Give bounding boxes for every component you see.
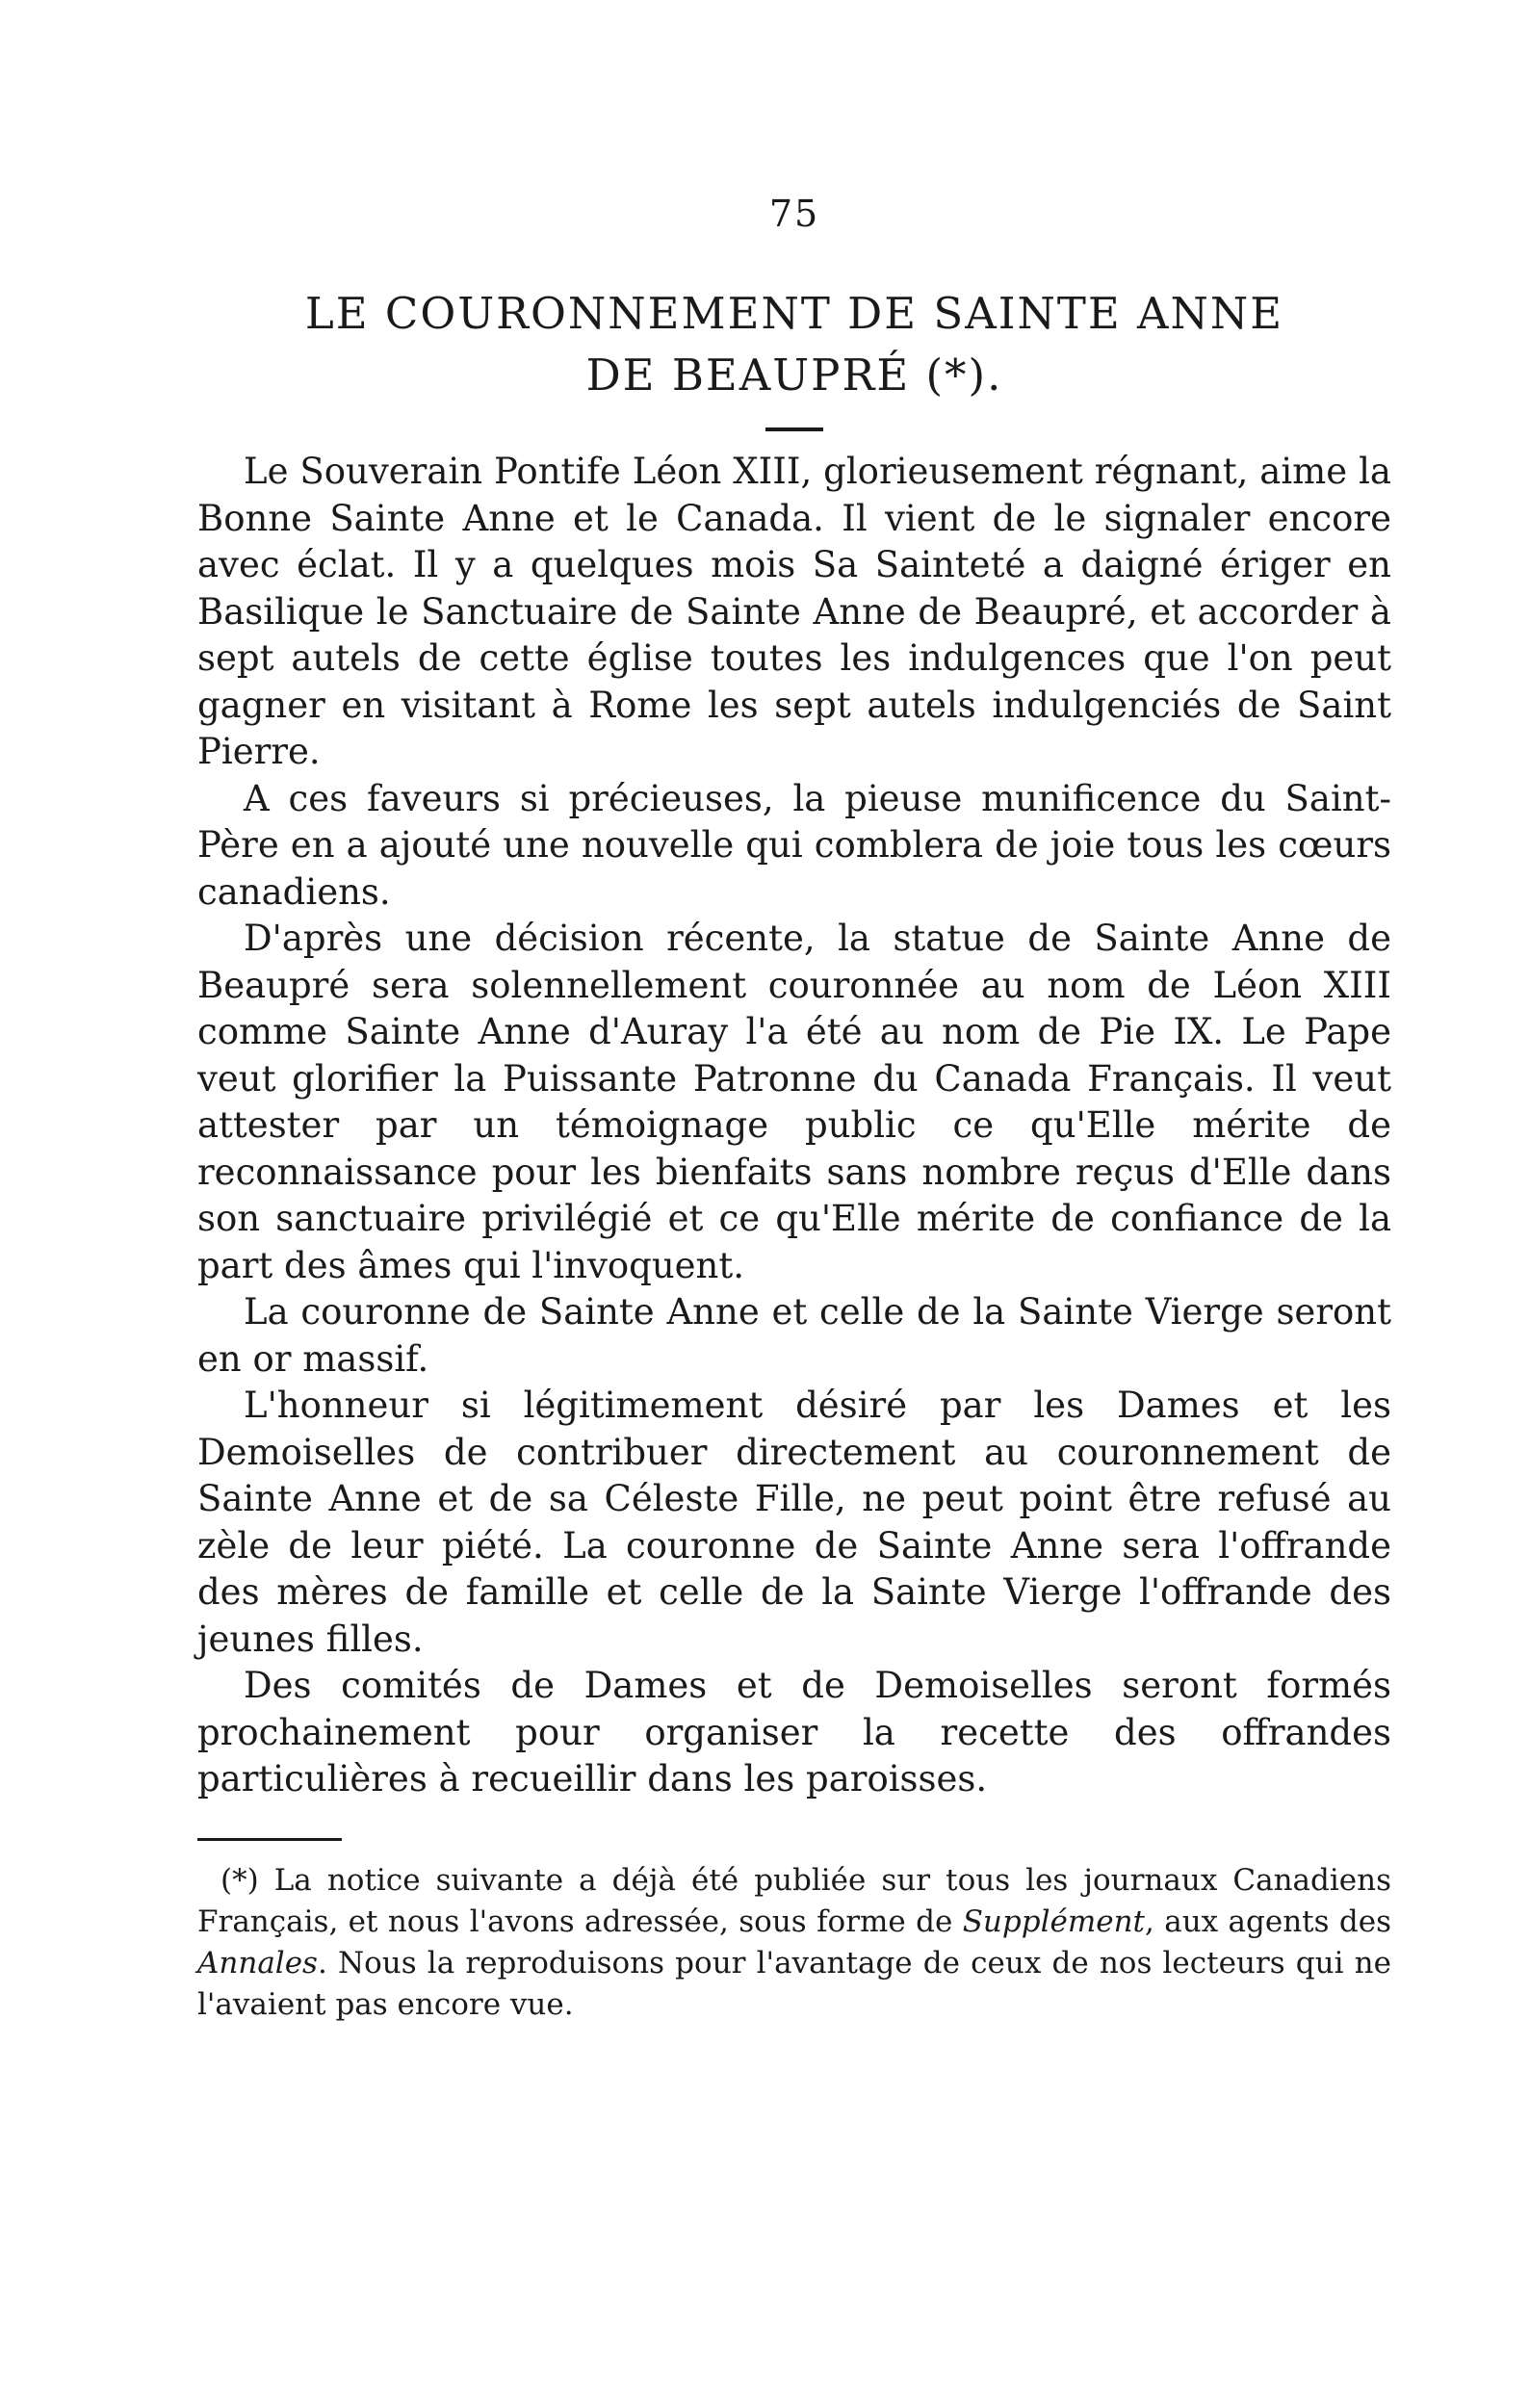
paragraph: D'après une décision récente, la statue de Sainte Anne de Beaupré sera solennellement couronnée au nom de Léon XIII comme Sainte Anne d'Auray l'a été au nom de Pie IX. Le Pape veut glorifier la Puissante Patronne du Canada Français. Il veut attester par un témoignage public ce qu'Elle mérite de reconnaissance pour les bienfaits sans nombre reçus d'Elle dans son sanctuaire privilégié et ce qu'Elle mérite de confiance de la part des âmes qui l'invoquent. [197, 918, 1391, 1286]
footnote-text: , aux agents des [1145, 1903, 1391, 1939]
footnote [197, 1860, 1391, 2026]
footnote-italic-annales: Annales [197, 1945, 318, 1981]
footnote-text: . Nous la reproduisons pour l'avantage de ceux de nos lecteurs qui ne l'avaient pas encore vue. [197, 1945, 1391, 2022]
paragraph: Le Souverain Pontife Léon XIII, glorieusement régnant, aime la Bonne Sainte Anne et le Canada. Il vient de le signaler encore avec éclat. Il y a quelques mois Sa Sainteté a daigné ériger en Basilique le Sanctuaire de Sainte Anne de Beaupré, et accorder à sept autels de cette église toutes les indulgences que l'on peut gagner en visitant à Rome les sept autels indulgenciés de Saint Pierre. [197, 451, 1391, 772]
chapter-title-line-2: DE BEAUPRÉ (*). [585, 350, 1003, 401]
paragraph: Des comités de Dames et de Demoiselles seront formés prochainement pour organiser la recette des offrandes particulières à recueillir dans les paroisses. [197, 1665, 1391, 1800]
footnote-text: (*) La notice suivante a déjà été publiée sur tous les journaux Canadiens Français, et nous l'avons adressée, sous forme de [197, 1862, 1391, 1939]
footnote-rule [197, 1838, 342, 1841]
chapter-title-line-1: LE COURONNEMENT DE SAINTE ANNE [304, 288, 1284, 339]
page-number: 75 [768, 193, 820, 235]
book-page [197, 193, 1391, 2026]
title-rule [765, 427, 823, 431]
paragraph: La couronne de Sainte Anne et celle de la Sainte Vierge seront en or massif. [197, 1291, 1391, 1380]
chapter-title [197, 283, 1391, 406]
article-body [197, 449, 1391, 1803]
paragraph: L'honneur si légitimement désiré par les Dames et les Demoiselles de contribuer directement au couronnement de Sainte Anne et de sa Céleste Fille, ne peut point être refusé au zèle de leur piété. La couronne de Sainte Anne sera l'offrande des mères de famille et celle de la Sainte Vierge l'offrande des jeunes filles. [197, 1385, 1391, 1660]
paragraph: A ces faveurs si précieuses, la pieuse munificence du Saint-Père en a ajouté une nouvelle qui comblera de joie tous les cœurs canadiens. [197, 777, 1391, 913]
footnote-italic-supplement: Supplément [962, 1903, 1146, 1939]
